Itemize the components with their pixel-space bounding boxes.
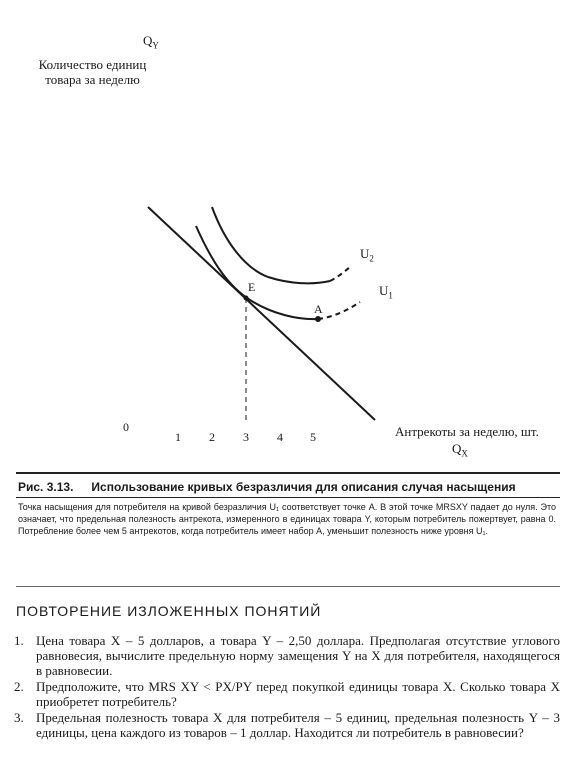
question-text: Цена товара X – 5 долларов, а товара Y – 2,50 доллара. Предполагая отсутствие углового равновесия, вычислите предельную норму замещения Y на X для потребителя, находящегося в равновесии. bbox=[36, 633, 560, 678]
caption-top-rule bbox=[16, 472, 560, 474]
section-title: ПОВТОРЕНИЕ ИЗЛОЖЕННЫХ ПОНЯТИЙ bbox=[16, 603, 322, 619]
budget-line bbox=[148, 207, 375, 420]
question-text: Предельная полезность товара X для потребителя – 5 единиц, предельная полезность Y – 3 единицы, цена каждого из товаров – 1 доллар. Находится ли потребитель в равновесии? bbox=[36, 710, 560, 740]
x-tick-2: 2 bbox=[209, 430, 215, 444]
figure-title: Использование кривых безразличия для описания случая насыщения bbox=[91, 480, 516, 494]
x-tick-3: 3 bbox=[243, 430, 249, 444]
question-item bbox=[14, 710, 560, 740]
point-e-label: E bbox=[248, 280, 256, 294]
questions-list bbox=[14, 633, 560, 741]
y-axis-symbol: $Q_Y$ bbox=[143, 33, 159, 51]
curve-u1-label: $U_1$ bbox=[379, 283, 393, 301]
y-axis-label bbox=[30, 57, 155, 87]
origin-label: 0 bbox=[123, 420, 129, 434]
question-number: 2. bbox=[14, 679, 24, 694]
figure-note: Точка насыщения для потребителя на кривой безразличия U₁ соответствует точке A. В этой точке MRSXY падает до нуля. Это означает, что предельная полезность антрекота, измеренного в единицах товара Y, которым потребитель пожертвует, равна 0. Потребление более чем 5 антрекотов, когда потребитель имеет набор A, уменьшит полезность ниже уровня U₁. bbox=[18, 502, 556, 536]
curve-u2-label: $U_2$ bbox=[360, 246, 374, 264]
question-item bbox=[14, 633, 560, 678]
x-axis-symbol: $Q_X$ bbox=[452, 441, 468, 459]
figure-caption bbox=[18, 480, 558, 494]
question-text: Предположите, что MRS XY < PX/PY перед покупкой единицы товара X. Сколько товара X приобретет потребитель? bbox=[36, 679, 560, 709]
question-number: 1. bbox=[14, 633, 24, 648]
x-tick-5: 5 bbox=[310, 430, 316, 444]
section-rule bbox=[16, 586, 560, 587]
indifference-curve-u2 bbox=[212, 207, 330, 283]
indifference-curve-u2-dashed bbox=[330, 267, 350, 281]
indifference-curve-u1-dashed bbox=[318, 302, 360, 319]
x-tick-4: 4 bbox=[277, 430, 283, 444]
figure-number: Рис. 3.13. bbox=[18, 480, 74, 494]
point-a-label: A bbox=[314, 302, 323, 316]
question-item bbox=[14, 679, 560, 709]
y-axis-label-line1: Количество единиц bbox=[38, 57, 147, 72]
x-tick-1: 1 bbox=[175, 430, 181, 444]
point-e-marker bbox=[244, 296, 249, 301]
question-number: 3. bbox=[14, 710, 24, 725]
caption-bottom-rule bbox=[16, 497, 560, 498]
x-axis-label: Антрекоты за неделю, шт. bbox=[395, 424, 539, 439]
y-axis-label-line2: товара за неделю bbox=[45, 72, 140, 87]
